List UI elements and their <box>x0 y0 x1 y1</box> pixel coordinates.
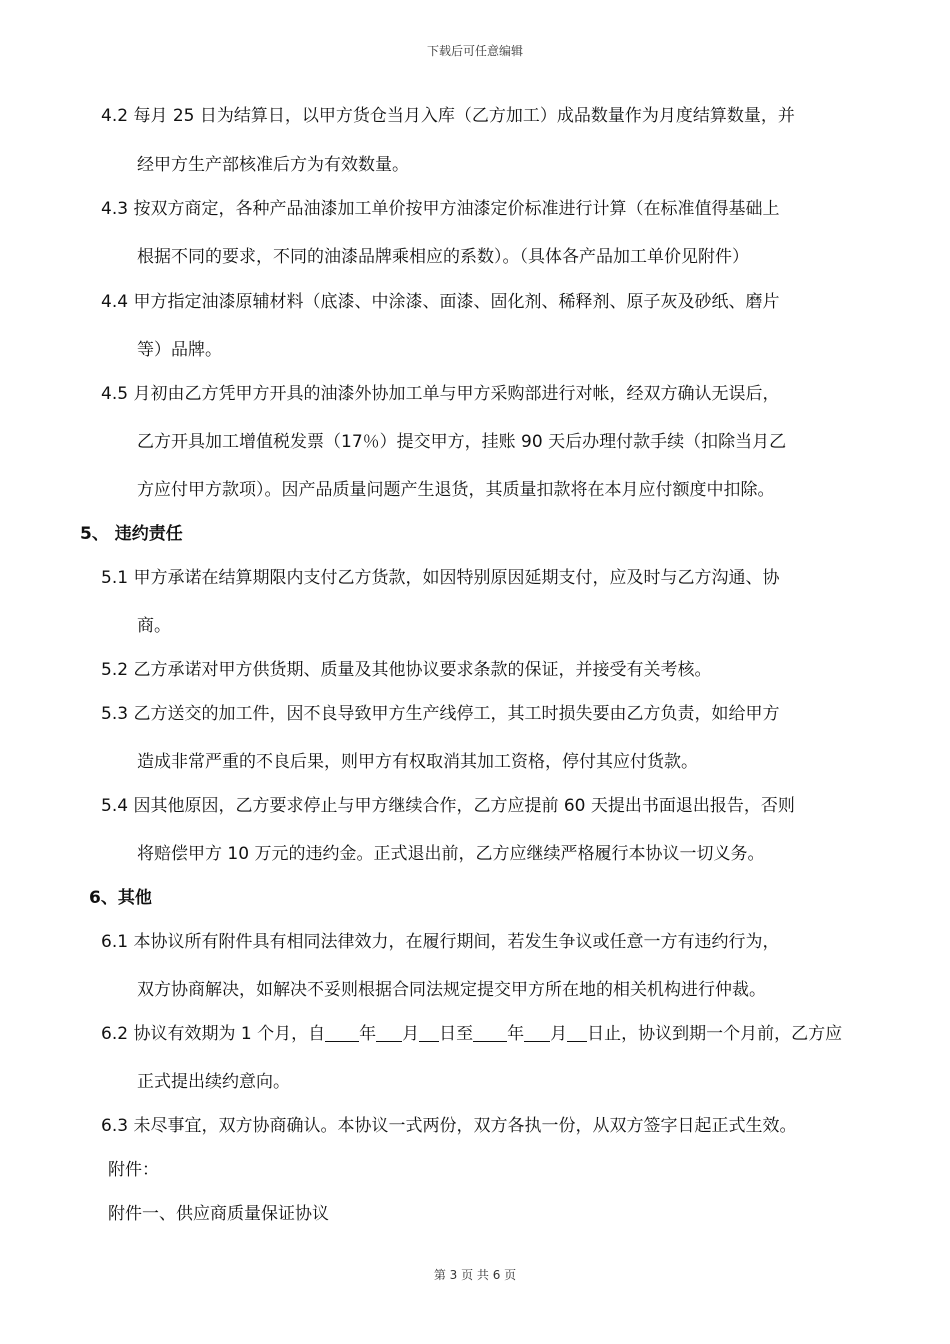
clause-4-3-line-1: 4.3 按双方商定，各种产品油漆加工单价按甲方油漆定价标准进行计算（在标准值得基础上 <box>101 199 780 219</box>
clause-6-2-text-e: 年 <box>507 1024 525 1044</box>
clause-4-5-line-2: 乙方开具加工增值税发票（17％）提交甲方，挂账 90 天后办理付款手续（扣除当月乙 <box>137 432 787 452</box>
clause-6-3-line-1: 6.3 未尽事宜，双方协商确认。本协议一式两份，双方各执一份，从双方签字日起正式生效。 <box>101 1116 797 1136</box>
section-5-heading: 5、 违约责任 <box>80 524 183 544</box>
clause-4-5-line-3: 方应付甲方款项）。因产品质量问题产生退货，其质量扣款将在本月应付额度中扣除。 <box>137 480 775 500</box>
page-header: 下载后可任意编辑 <box>426 44 523 58</box>
clause-4-2-line-2: 经甲方生产部核准后方为有效数量。 <box>137 155 409 175</box>
clause-5-4-line-1: 5.4 因其他原因，乙方要求停止与甲方继续合作，乙方应提前 60 天提出书面退出报告，否则 <box>101 796 795 816</box>
clause-6-1-line-2: 双方协商解决，如解决不妥则根据合同法规定提交甲方所在地的相关机构进行仲裁。 <box>137 980 766 1000</box>
clause-6-2-text-c: 月 <box>402 1024 420 1044</box>
clause-5-3-line-1: 5.3 乙方送交的加工件，因不良导致甲方生产线停工，其工时损失要由乙方负责，如给甲方 <box>101 704 780 724</box>
clause-4-5-line-1: 4.5 月初由乙方凭甲方开具的油漆外协加工单与甲方采购部进行对帐，经双方确认无误后， <box>101 384 780 404</box>
year-blank-start <box>325 1024 359 1042</box>
month-blank-end <box>524 1024 550 1042</box>
clause-4-2-line-1: 4.2 每月 25 日为结算日，以甲方货仓当月入库（乙方加工）成品数量作为月度结算数量，并 <box>101 106 795 126</box>
page-footer: 第 3 页 共 6 页 <box>433 1268 517 1282</box>
clause-6-1-line-1: 6.1 本协议所有附件具有相同法律效力，在履行期间，若发生争议或任意一方有违约行为， <box>101 932 780 952</box>
month-blank-start <box>376 1024 402 1042</box>
clause-5-3-line-2: 造成非常严重的不良后果，则甲方有权取消其加工资格，停付其应付货款。 <box>137 752 698 772</box>
clause-6-2-text-d: 日至 <box>439 1024 474 1044</box>
year-blank-end <box>473 1024 507 1042</box>
clause-5-4-line-2: 将赔偿甲方 10 万元的违约金。正式退出前，乙方应继续严格履行本协议一切义务。 <box>137 844 765 864</box>
clause-6-2-text-b: 年 <box>359 1024 377 1044</box>
clause-4-4-line-2: 等）品牌。 <box>137 340 222 360</box>
clause-6-2-text-f: 月 <box>550 1024 568 1044</box>
attachment-1: 附件一、供应商质量保证协议 <box>108 1204 329 1224</box>
section-6-heading: 6、其他 <box>89 888 152 908</box>
clause-6-2-text-a: 6.2 协议有效期为 1 个月，自 <box>101 1024 326 1044</box>
clause-6-2-line-2: 正式提出续约意向。 <box>137 1072 290 1092</box>
clause-4-3-line-2: 根据不同的要求，不同的油漆品牌乘相应的系数）。（具体各产品加工单价见附件） <box>137 247 749 267</box>
clause-6-2-text-g: 日止，协议到期一个月前，乙方应 <box>587 1024 843 1044</box>
clause-4-4-line-1: 4.4 甲方指定油漆原辅材料（底漆、中涂漆、面漆、固化剂、稀释剂、原子灰及砂纸、磨片 <box>101 292 780 312</box>
clause-5-1-line-2: 商。 <box>137 616 171 636</box>
day-blank-start <box>419 1024 439 1042</box>
clause-5-1-line-1: 5.1 甲方承诺在结算期限内支付乙方货款，如因特别原因延期支付，应及时与乙方沟通、协 <box>101 568 780 588</box>
day-blank-end <box>567 1024 587 1042</box>
clause-6-2-line-1 <box>101 1022 842 1046</box>
clause-5-2-line-1: 5.2 乙方承诺对甲方供货期、质量及其他协议要求条款的保证，并接受有关考核。 <box>101 660 712 680</box>
attachments-label: 附件： <box>108 1160 159 1180</box>
